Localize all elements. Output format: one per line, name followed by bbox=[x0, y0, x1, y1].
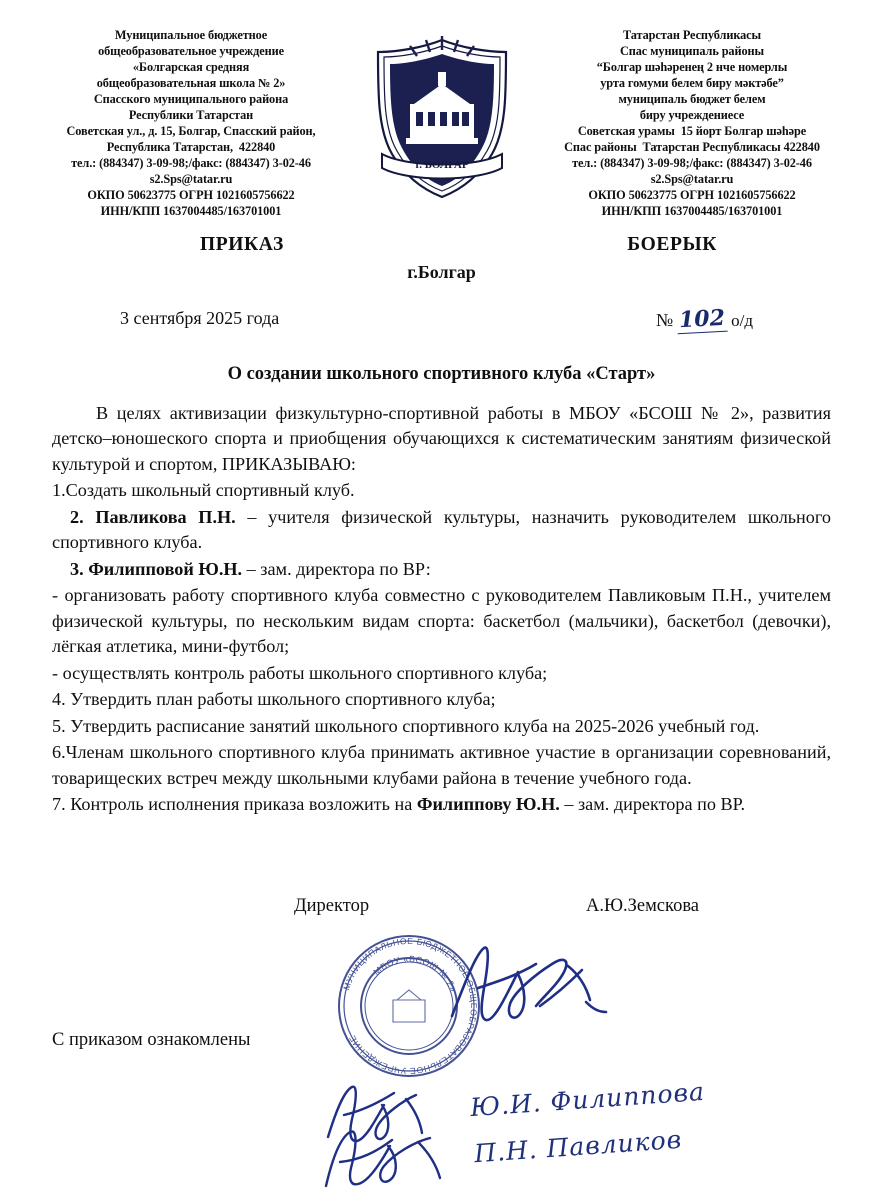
letterhead-ru-line-10: s2.Sps@tatar.ru bbox=[149, 171, 233, 186]
document-number bbox=[656, 306, 753, 333]
document-kind-row bbox=[52, 234, 831, 292]
signature-name: А.Ю.Земскова bbox=[586, 895, 700, 916]
letterhead-tt-line-8: Спас районы Татарстан Республикасы 422840 bbox=[564, 139, 820, 154]
acknowledgement-label: С приказом ознакомлены bbox=[52, 1030, 251, 1050]
body-item-2-name: 2. Павликова П.Н. bbox=[70, 506, 236, 527]
director-signature bbox=[440, 930, 620, 1040]
letterhead-ru-line-8: Республика Татарстан, 422840 bbox=[106, 139, 276, 154]
letterhead-tt-line-6: биру учреждениесе bbox=[639, 107, 745, 122]
school-emblem-icon bbox=[352, 34, 532, 202]
school-emblem-container bbox=[347, 28, 537, 202]
body-item-3 bbox=[52, 557, 831, 582]
handwritten-name-filippova: Ю.И. Филиппова bbox=[469, 1076, 706, 1123]
document-subject: О создании школьного спортивного клуба «Старт» bbox=[227, 363, 656, 384]
document-date: 3 сентября 2025 года bbox=[120, 307, 280, 328]
letterhead-tt-line-4: урта гомуми белем биру мәктәбе” bbox=[600, 75, 784, 90]
emblem-ribbon-label: г. БОЛГАР bbox=[414, 159, 469, 171]
body-item-5: 5. Утвердить расписание занятий школьного спортивного клуба на 2025-2026 учебный год. bbox=[52, 715, 760, 736]
letterhead-ru-line-9: тел.: (884347) 3-09-98;/факс: (884347) 3-02-46 bbox=[71, 155, 311, 170]
letterhead-tt-line-5: муниципаль бюджет белем bbox=[618, 91, 766, 106]
document-kind-ru: ПРИКАЗ bbox=[200, 233, 284, 255]
body-item-7-suffix: – зам. директора по ВР. bbox=[559, 794, 745, 815]
letterhead-tatar-block bbox=[553, 28, 831, 220]
signature-pavlikov-mark bbox=[318, 1120, 448, 1198]
stamp-outer-text: МУНИЦИПАЛЬНОЕ БЮДЖЕТНОЕ ОБЩЕОБРАЗОВАТЕЛЬНОЕ УЧРЕЖДЕНИЕ bbox=[341, 935, 480, 1077]
body-item-6: 6.Членам школьного спортивного клуба принимать активное участие в организации соревнований, товарищеских встреч между школьными клубами района в течение учебного года. bbox=[52, 742, 831, 788]
letterhead-tt-line-9: тел.: (884347) 3-09-98;/факс: (884347) 3-02-46 bbox=[572, 155, 812, 170]
body-item-7 bbox=[52, 792, 831, 817]
signature-role: Директор bbox=[294, 895, 370, 916]
letterhead-ru-line-6: Республики Татарстан bbox=[128, 107, 254, 122]
number-sign: № bbox=[656, 309, 674, 330]
letterhead-ru-line-1: Муниципальное бюджетное bbox=[114, 28, 268, 42]
handwritten-name-pavlikov: П.Н. Павликов bbox=[473, 1124, 684, 1169]
body-item-4: 4. Утвердить план работы школьного спортивного клуба; bbox=[52, 689, 496, 710]
letterhead-ru-line-5: Спасского муниципального района bbox=[93, 91, 289, 106]
letterhead-ru-line-2: общеобразовательное учреждение bbox=[98, 43, 284, 58]
body-item-3-name: 3. Филипповой Ю.Н. bbox=[70, 558, 243, 579]
number-suffix: о/д bbox=[731, 310, 753, 330]
document-kind-tt: БОЕРЫК bbox=[627, 233, 717, 255]
document-meta-row bbox=[52, 298, 831, 342]
document-body bbox=[52, 401, 831, 818]
letterhead-tt-line-11: ОКПО 50623775 ОГРН 1021605756622 bbox=[588, 187, 796, 202]
letterhead-russian-block bbox=[52, 28, 330, 220]
letterhead-ru-line-7: Советская ул., д. 15, Болгар, Спасский район, bbox=[66, 123, 316, 138]
letterhead-tt-line-3: “Болгар шәһәренең 2 нче номерлы bbox=[596, 59, 788, 74]
body-intro: В целях активизации физкультурно-спортивной работы в МБОУ «БСОШ № 2», развития детско–юношеского спорта и приобщения обучающихся к систематическим занятиям физической культурой и спортом, ПРИКАЗЫВАЮ: bbox=[52, 402, 831, 474]
body-item-3b: - осуществлять контроль работы школьного спортивного клуба; bbox=[52, 662, 548, 683]
number-value-handwritten: 102 bbox=[677, 305, 728, 335]
letterhead-tt-line-7: Советская урамы 15 йорт Болгар шәһәре bbox=[577, 123, 807, 138]
body-item-2-rest: – учителя физической культуры, назначить руководителем школьного спортивного клуба. bbox=[52, 506, 831, 553]
letterhead-tt-line-12: ИНН/КПП 1637004485/163701001 bbox=[601, 203, 783, 218]
letterhead-ru-line-11: ОКПО 50623775 ОГРН 1021605756622 bbox=[87, 187, 295, 202]
body-item-7-prefix: 7. Контроль исполнения приказа возложить на bbox=[52, 794, 417, 815]
body-item-3-rest: – зам. директора по ВР: bbox=[242, 558, 431, 579]
body-item-1: 1.Создать школьный спортивный клуб. bbox=[52, 480, 355, 501]
letterhead-ru-line-4: общеобразовательная школа № 2» bbox=[96, 75, 286, 90]
document-city: г.Болгар bbox=[407, 261, 476, 282]
letterhead bbox=[52, 28, 831, 220]
body-item-2 bbox=[52, 505, 831, 556]
letterhead-ru-line-3: «Болгарская средняя bbox=[132, 59, 250, 74]
letterhead-tt-line-1: Татарстан Республикасы bbox=[622, 28, 762, 42]
stamp-inner-text: МБОУ «БСОШ № 2» bbox=[371, 953, 459, 994]
body-item-7-name: Филиппову Ю.Н. bbox=[416, 794, 560, 815]
letterhead-tt-line-10: s2.Sps@tatar.ru bbox=[650, 171, 734, 186]
body-item-3a: - организовать работу спортивного клуба совместно с руководителем Павликовым П.Н., учителем физической культуры, по нескольким видам спорта: баскетбол (мальчики), баскетбол (девочки), лёгкая атлетика, мини-футбол; bbox=[52, 585, 831, 657]
letterhead-tt-line-2: Спас муниципаль районы bbox=[619, 43, 765, 58]
letterhead-ru-line-12: ИНН/КПП 1637004485/163701001 bbox=[100, 203, 282, 218]
